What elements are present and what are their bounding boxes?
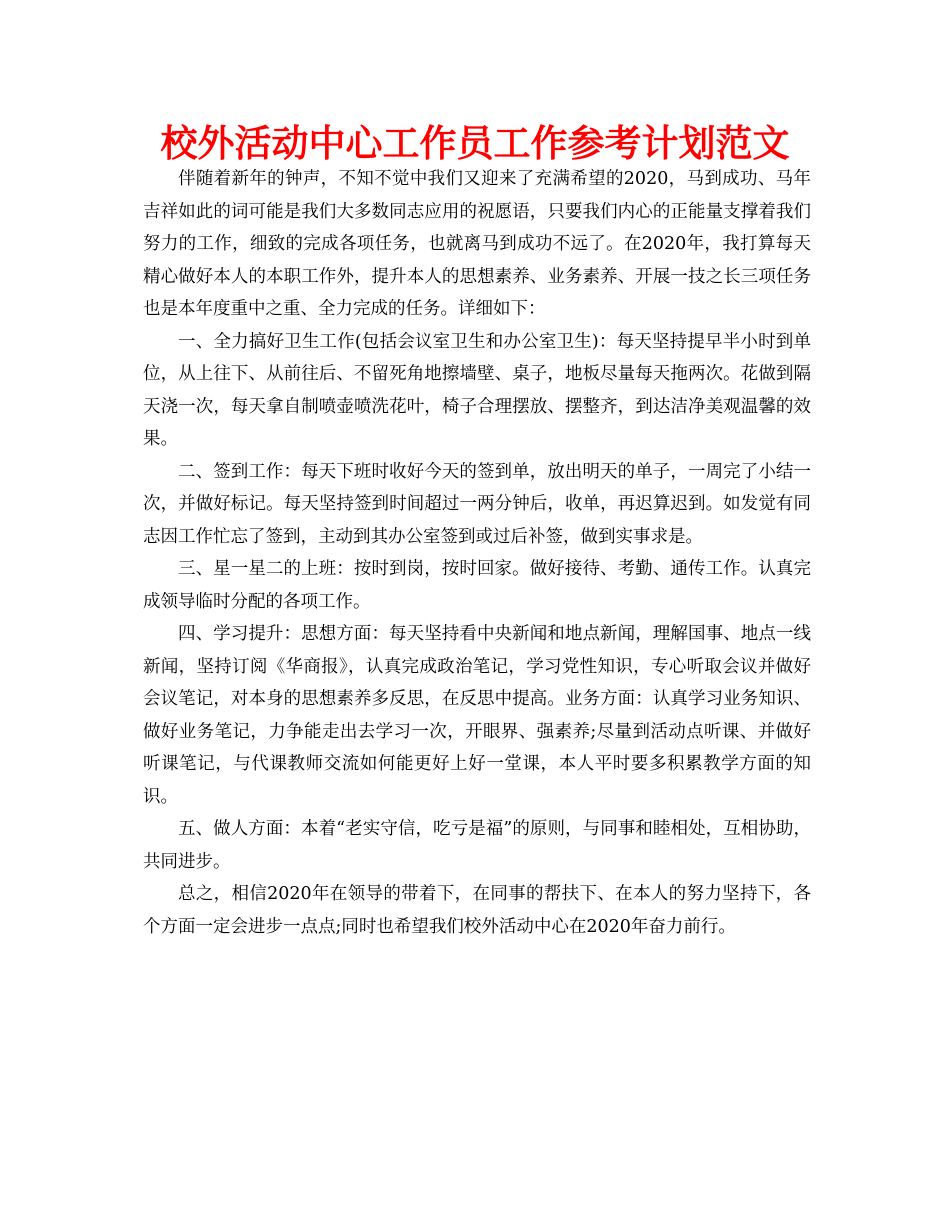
paragraph-hygiene: 一、全力搞好卫生工作(包括会议室卫生和办公室卫生)：每天坚持提早半小时到单位，从上往下、从前往后、不留死角地擦墙壁、桌子，地板尽量每天拖两次。花做到隔天浇一次，每天拿自制喷壶喷洗花叶，椅子合理摆放、摆整齐，到达洁净美观温馨的效果。 (143, 331, 811, 449)
document-body (143, 163, 811, 943)
paragraph-sign-in: 二、签到工作：每天下班时收好今天的签到单，放出明天的单子，一周完了小结一次，并做好标记。每天坚持签到时间超过一两分钟后，收单，再迟算迟到。如发觉有同志因工作忙忘了签到，主动到其办公室签到或过后补签，做到实事求是。 (143, 461, 811, 547)
paragraph-intro: 伴随着新年的钟声，不知不觉中我们又迎来了充满希望的2020，马到成功、马年吉祥如此的词可能是我们大多数同志应用的祝愿语，只要我们内心的正能量支撑着我们努力的工作，细致的完成各项任务，也就离马到成功不远了。在2020年，我打算每天精心做好本人的本职工作外，提升本人的思想素养、业务素养、开展一技之长三项任务也是本年度重中之重、全力完成的任务。详细如下： (143, 169, 811, 319)
paragraph-conclusion: 总之，相信2020年在领导的带着下，在同事的帮扶下、在本人的努力坚持下，各个方面一定会进步一点点;同时也希望我们校外活动中心在2020年奋力前行。 (143, 884, 811, 937)
paragraph-conduct: 五、做人方面：本着“老实守信，吃亏是福”的原则，与同事和睦相处，互相协助，共同进步。 (143, 819, 811, 872)
document-title: 校外活动中心工作员工作参考计划范文 (160, 122, 790, 165)
paragraph-monday-tuesday: 三、星一星二的上班：按时到岗，按时回家。做好接待、考勤、通传工作。认真完成领导临时分配的各项工作。 (143, 559, 811, 612)
paragraph-study: 四、学习提升：思想方面：每天坚持看中央新闻和地点新闻，理解国事、地点一线新闻，坚持订阅《华商报》，认真完成政治笔记，学习党性知识，专心听取会议并做好会议笔记，对本身的思想素养多反思，在反思中提高。业务方面：认真学习业务知识、做好业务笔记，力争能走出去学习一次，开眼界、强素养;尽量到活动点听课、并做好听课笔记，与代课教师交流如何能更好上好一堂课，本人平时要多积累教学方面的知识。 (143, 624, 811, 807)
